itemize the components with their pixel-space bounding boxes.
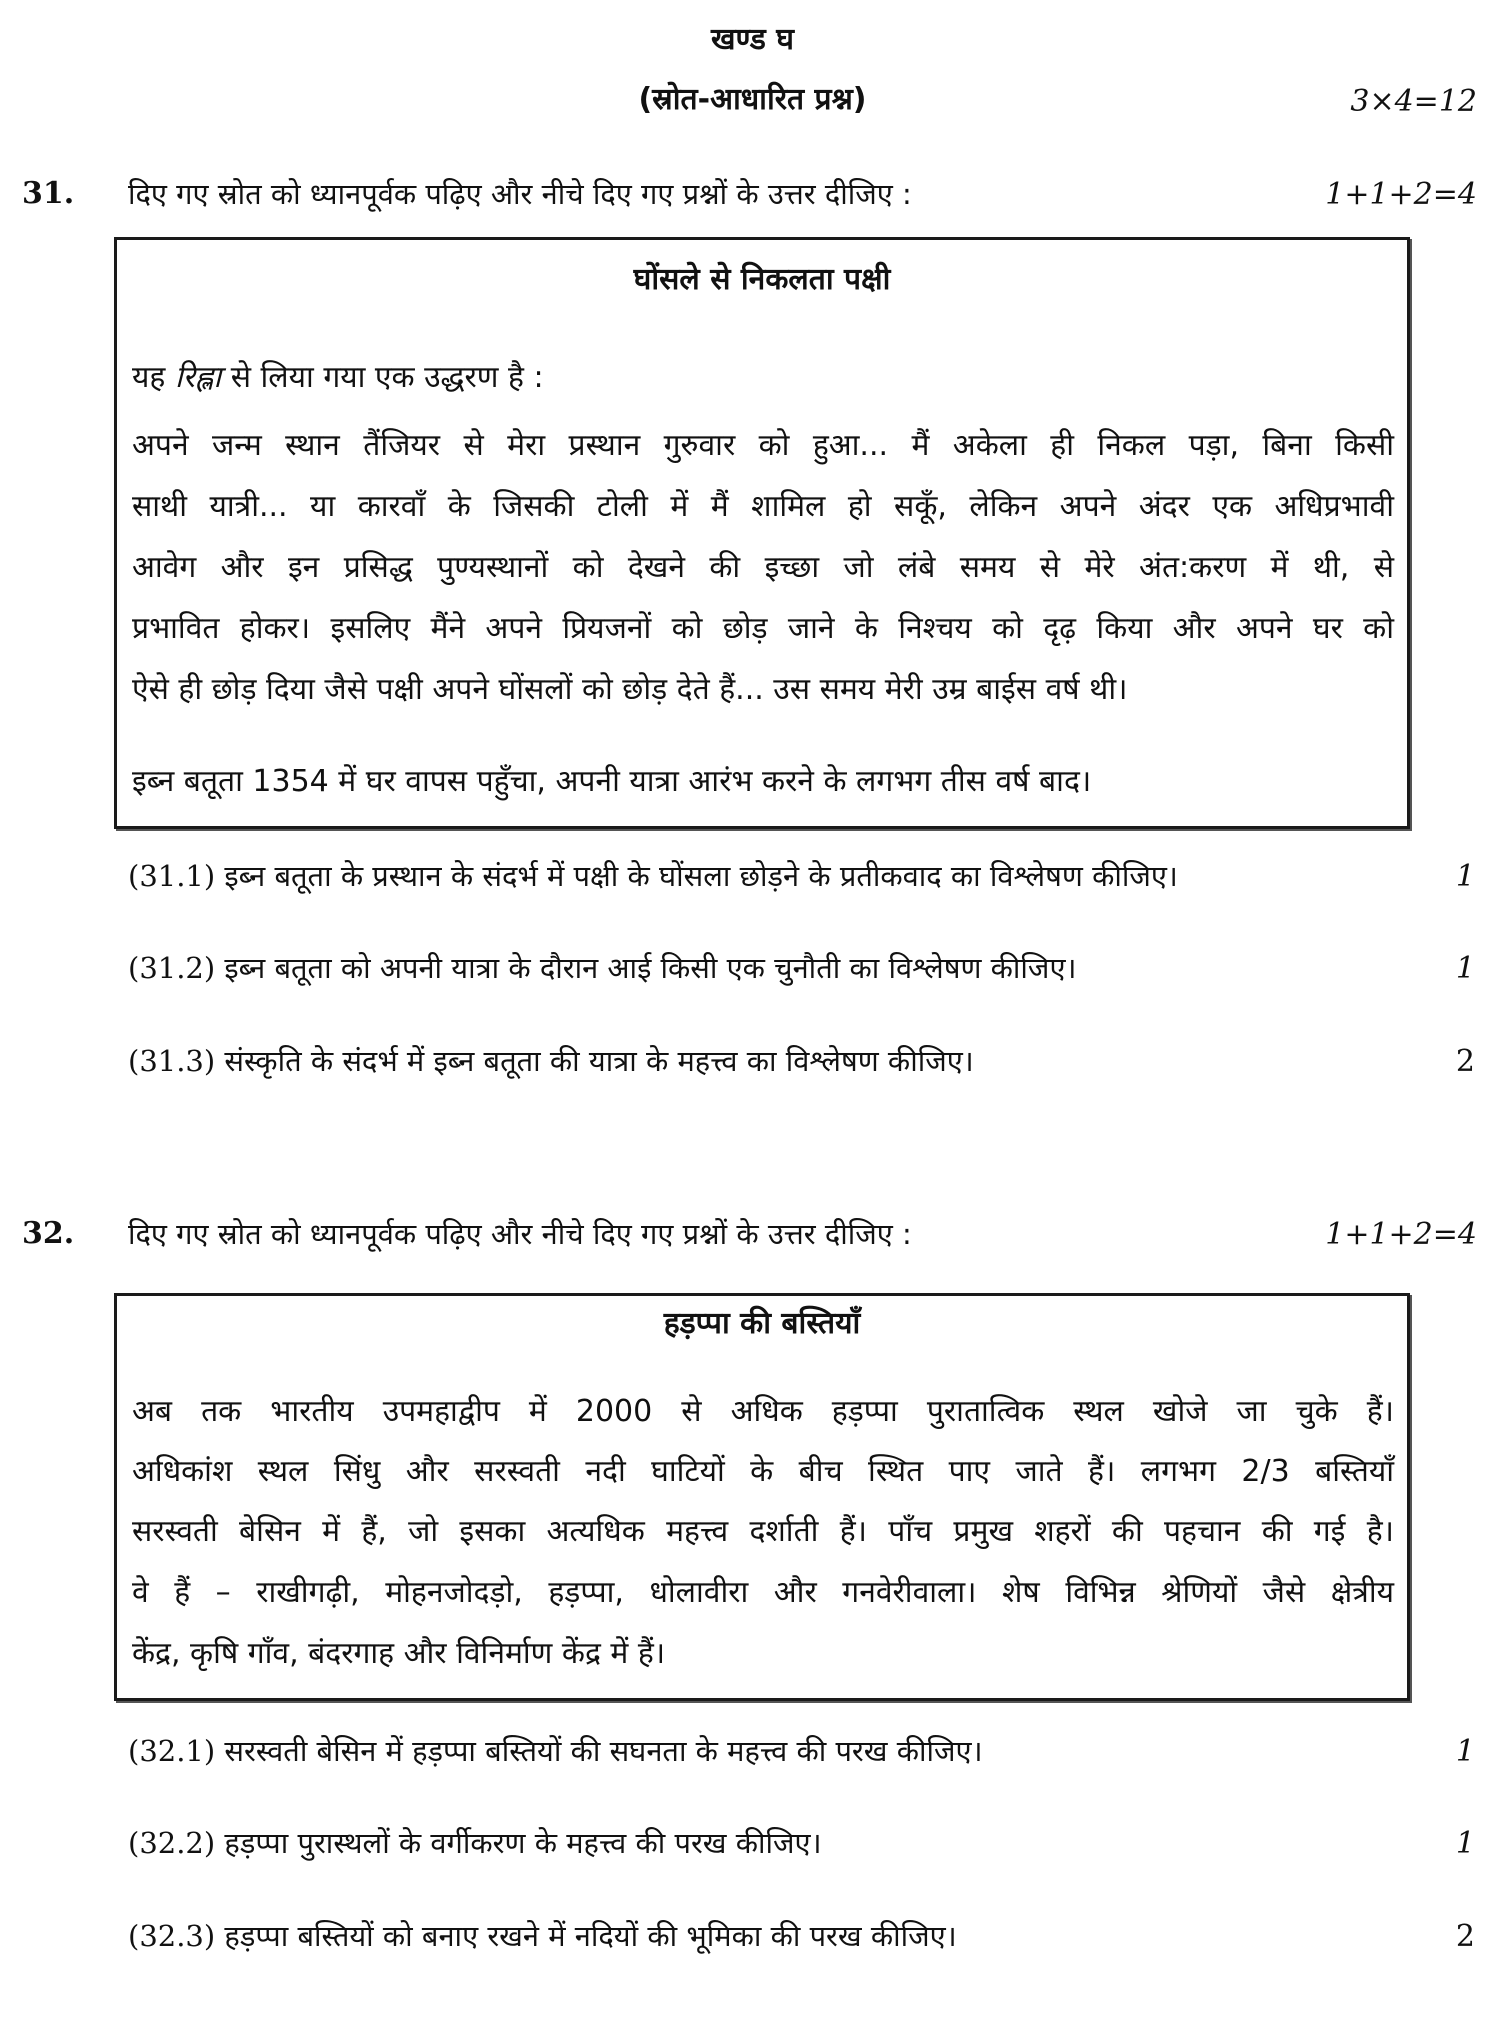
passage-line: ऐसे ही छोड़ दिया जैसे पक्षी अपने घोंसलों को छोड़ देते हैं... उस समय मेरी उम्र बाईस वर्ष थी। <box>132 672 1128 707</box>
sub-question-number: (32.3) <box>128 1919 216 1953</box>
sub-question-32-1 <box>128 1731 983 1771</box>
sub-question-31-1 <box>128 856 1178 896</box>
source-box-31 <box>114 237 1410 829</box>
question-number-32: 32. <box>22 1216 75 1251</box>
sub-question-32-3 <box>128 1916 957 1956</box>
sub-question-text: सरस्वती बेसिन में हड़प्पा बस्तियों की सघनता के महत्त्व की परख कीजिए। <box>224 1734 983 1768</box>
section-title: खण्ड घ <box>710 22 794 57</box>
sub-question-32-2 <box>128 1823 822 1863</box>
question-marks-32: 1+1+2=4 <box>1325 1217 1477 1252</box>
sub-question-number: (32.1) <box>128 1734 216 1768</box>
passage-line: अधिकांश स्थल सिंधु और सरस्वती नदी घाटियों के बीच स्थित पाए जाते हैं। लगभग 2/3 बस्तियाँ <box>132 1454 1394 1489</box>
passage-line: वे हैं – राखीगढ़ी, मोहनजोदड़ो, हड़प्पा, धोलावीरा और गनवेरीवाला। शेष विभिन्न श्रेणियों जैसे क्षेत्रीय <box>132 1575 1394 1610</box>
sub-question-number: (31.2) <box>128 951 216 985</box>
sub-question-marks: 1 <box>1455 1734 1475 1769</box>
intro-italic-rihla: रिह्ला <box>174 360 222 395</box>
sub-question-marks: 1 <box>1455 1826 1475 1861</box>
passage-line: आवेग और इन प्रसिद्ध पुण्यस्थानों को देखने की इच्छा जो लंबे समय से मेरे अंत:करण में थी, से <box>132 550 1394 585</box>
sub-question-31-2 <box>128 948 1076 988</box>
sub-question-number: (31.1) <box>128 859 216 893</box>
question-instruction-31: दिए गए स्रोत को ध्यानपूर्वक पढ़िए और नीचे दिए गए प्रश्नों के उत्तर दीजिए : <box>128 177 912 211</box>
section-subtitle: (स्रोत-आधारित प्रश्न) <box>638 82 867 117</box>
intro-suffix: से लिया गया एक उद्धरण है : <box>221 360 544 395</box>
sub-question-text: हड़प्पा पुरास्थलों के वर्गीकरण के महत्त्व की परख कीजिए। <box>224 1826 822 1860</box>
sub-question-number: (32.2) <box>128 1826 216 1860</box>
passage-line: अपने जन्म स्थान तैंजियर से मेरा प्रस्थान गुरुवार को हुआ... मैं अकेला ही निकल पड़ा, बिना किसी <box>132 428 1394 463</box>
source-title-31: घोंसले से निकलता पक्षी <box>633 262 891 297</box>
intro-prefix: यह <box>132 360 175 395</box>
passage-line: साथी यात्री... या कारवाँ के जिसकी टोली में मैं शामिल हो सकूँ, लेकिन अपने अंदर एक अधिप्रभावी <box>132 489 1394 524</box>
sub-question-31-3 <box>128 1041 974 1081</box>
passage-line: केंद्र, कृषि गाँव, बंदरगाह और विनिर्माण केंद्र में हैं। <box>132 1636 666 1671</box>
passage-line: सरस्वती बेसिन में हैं, जो इसका अत्यधिक महत्त्व दर्शाती हैं। पाँच प्रमुख शहरों की पहचान की गई है। <box>132 1514 1394 1549</box>
source-note-31: इब्न बतूता 1354 में घर वापस पहुँचा, अपनी यात्रा आरंभ करने के लगभग तीस वर्ष बाद। <box>132 764 1092 799</box>
question-marks-31: 1+1+2=4 <box>1325 177 1477 212</box>
sub-question-number: (31.3) <box>128 1044 216 1078</box>
sub-question-text: संस्कृति के संदर्भ में इब्न बतूता की यात्रा के महत्त्व का विश्लेषण कीजिए। <box>224 1044 974 1078</box>
sub-question-text: इब्न बतूता के प्रस्थान के संदर्भ में पक्षी के घोंसला छोड़ने के प्रतीकवाद का विश्लेषण कीजिए। <box>224 859 1178 893</box>
source-title-32: हड़प्पा की बस्तियाँ <box>663 1306 861 1341</box>
sub-question-text: इब्न बतूता को अपनी यात्रा के दौरान आई किसी एक चुनौती का विश्लेषण कीजिए। <box>224 951 1077 985</box>
sub-question-marks: 1 <box>1455 859 1475 894</box>
passage-line: अब तक भारतीय उपमहाद्वीप में 2000 से अधिक हड़प्पा पुरातात्विक स्थल खोजे जा चुके हैं। <box>132 1394 1394 1429</box>
question-instruction-32: दिए गए स्रोत को ध्यानपूर्वक पढ़िए और नीचे दिए गए प्रश्नों के उत्तर दीजिए : <box>128 1217 912 1251</box>
source-intro-31 <box>132 356 1394 400</box>
sub-question-text: हड़प्पा बस्तियों को बनाए रखने में नदियों की भूमिका की परख कीजिए। <box>224 1919 957 1953</box>
sub-question-marks: 2 <box>1455 1919 1475 1954</box>
sub-question-marks: 1 <box>1455 951 1475 986</box>
section-marks: 3×4=12 <box>1350 84 1477 119</box>
sub-question-marks: 2 <box>1455 1044 1475 1079</box>
question-number-31: 31. <box>22 176 75 211</box>
passage-line: प्रभावित होकर। इसलिए मैंने अपने प्रियजनों को छोड़ जाने के निश्चय को दृढ़ किया और अपने घर को <box>132 611 1394 646</box>
